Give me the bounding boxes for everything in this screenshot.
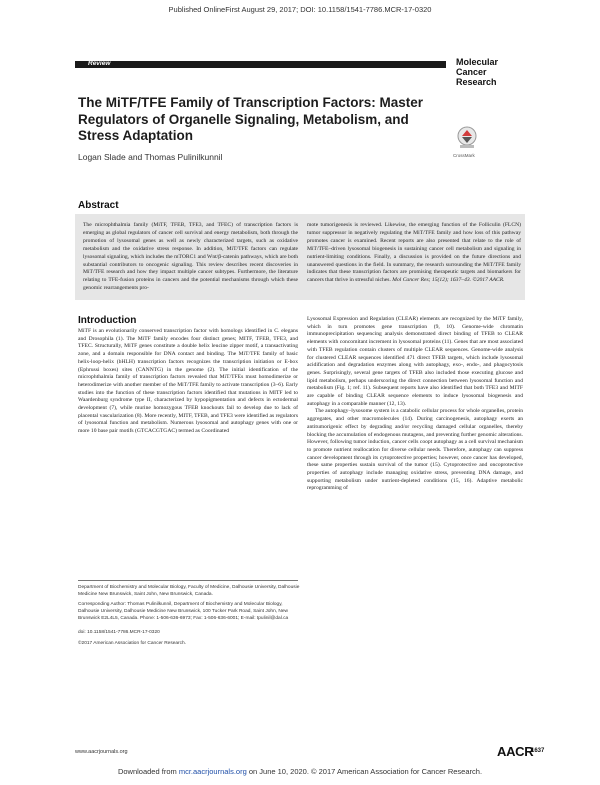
article-authors: Logan Slade and Thomas Pulinilkunnil: [78, 152, 223, 162]
abstract-citation: Mol Cancer Res; 15(12); 1637–43. ©2017 AACR.: [392, 277, 505, 284]
footnote-affiliation: Department of Biochemistry and Molecular Biology, Faculty of Medicine, Dalhousie University, Dalhousie Medicine New Brunswick, Saint John, New Brunswick, Canada.: [78, 585, 300, 597]
abstract-heading: Abstract: [78, 200, 119, 211]
journal-name-line-2: Cancer: [456, 67, 487, 77]
download-link[interactable]: mcr.aacrjournals.org: [178, 767, 247, 776]
footnote-doi[interactable]: doi: 10.1158/1541-7786.MCR-17-0320: [78, 630, 160, 635]
footnote-rule: [78, 580, 298, 581]
download-notice: [0, 767, 600, 776]
journal-name-line-3: Research: [456, 77, 497, 87]
article-title: The MiTF/TFE Family of Transcription Factors: Master Regulators of Organelle Signaling, Metabolism, and Stress Adaptation: [78, 95, 424, 143]
section-bar: [75, 61, 446, 68]
footnote-copyright: ©2017 American Association for Cancer Research.: [78, 641, 187, 646]
download-prefix: Downloaded from: [117, 767, 179, 776]
crossmark-label: CrossMark: [453, 153, 475, 158]
introduction-heading: Introduction: [78, 315, 137, 326]
abstract-column-2: [307, 222, 521, 285]
journal-name-line-1: Molecular: [456, 57, 499, 67]
download-suffix: on June 10, 2020. © 2017 American Association for Cancer Research.: [246, 767, 483, 776]
journal-name: [456, 57, 546, 87]
journal-url[interactable]: www.aacrjournals.org: [75, 749, 128, 755]
abstract-column-2-text: mote tumorigenesis is reviewed. Likewise, the emerging function of the Folliculin (FLCN) tumor suppressor in negatively regulating the MiT/TFE family and how loss of this pathway promotes cancer is examined. Recent reports are also presented that relate to the role of MiT/TFE–driven lysosomal biogenesis in sustaining cancer cell metabolism and signaling in nutrient-limiting conditions. Finally, a discussion is provided on the future directions and unanswered questions in the field. In summary, the research surrounding the MiT/TFE family indicates that these transcription factors are promising therapeutic targets and biomarkers for cancers that thrive in stressful niches.: [307, 222, 521, 284]
introduction-column-2: [307, 316, 523, 493]
page-number: 1637: [531, 748, 545, 754]
crossmark-icon[interactable]: [456, 126, 478, 150]
footnote-corresponding-author: Corresponding Author: Thomas Pulinilkunnil, Department of Biochemistry and Molecular Biology, Dalhousie University, Dalhousie Medicine New Brunswick, 100 Tucker Park Road, Saint John, New Brunswick E2L4L5, Canada. Phone: 1-506-636-6973; Fax: 1-506-636-6001; E-mail: tpulinil@dal.ca: [78, 602, 289, 621]
abstract-column-1: The microphthalmia family (MiTF, TFEB, TFE3, and TFEC) of transcription factors is emerging as global regulators of cancer cell survival and energy metabolism, both through the promotion of lysosomal genes as well as newly characterized targets, such as oxidative metabolism and the oxidative stress response. In addition, MiT/TFE factors can regulate lysosomal signaling, which includes the mTORC1 and Wnt/β-catenin pathways, which are both substantial contributors to oncogenic signaling. This review describes recent discoveries in MiT/TFE research and how they impact multiple cancer subtypes. Furthermore, the literature relating to TFE-fusion proteins in cancers and the potential mechanisms through which these genomic rearrangements pro-: [83, 222, 298, 292]
section-label: Review: [88, 60, 111, 67]
introduction-paragraph-2b: The autophagy–lysosome system is a catabolic cellular process for whole organelles, protein aggregates, and other macromolecules (14). During carcinogenesis, autophagy exerts an antitumorigenic effect by degrading and/or recycling damaged cellular organelles, thereby blocking the accumulation of endogenous mutagens, and preventing further genomic alterations. However, following tumor induction, cancer cells coopt autophagy as a cell survival mechanism to promote nutrient reallocation for diverse cellular needs. Therefore, autophagy can suppress cancer development through its cytoprotective properties; however, once cancer has developed, these same properties sustain survival of the tumor (15). Cytoprotective and oncoprotective properties of autophagy include managing oxidative stress, preventing DNA damage, and supporting metabolism under nutrient-depleted conditions (15, 16). Adaptive metabolic reprogramming of: [307, 408, 523, 492]
introduction-paragraph-2a: Lysosomal Expression and Regulation (CLEAR) elements are recognized by the MiTF family, which in turn promotes gene transcription (9, 10). Genome-wide chromatin immunoprecipitation sequencing analysis demonstrated direct binding of TFEB to CLEAR elements with concomitant increment in lysosomal proteins (11). Genes that are most associated with TFEB regulation contain clusters of multiple CLEAR sequences. Genome-wide analysis for clustered CLEAR sequences identified 471 direct TFEB targets, which include lysosomal acidification and degradation enzymes along with autophagy, exo-, endo-, and phagocytosis genes. Surprisingly, several gene targets of TFEB also included those executing glucose and lipid metabolism, perhaps underscoring the direct connection between lysosomal function and metabolism (Fig. 1; ref. 11). Subsequent reports have also identified that both TFE3 and MITF are capable of binding CLEAR sequence elements to induce lysosomal biogenesis and autophagy in a comparable manner (12, 13).: [307, 316, 523, 407]
aacr-logo: AACR: [497, 744, 534, 759]
introduction-column-1: MiTF is an evolutionarily conserved transcription factor with homologs identified in C. elegans and Drosophila (1). The MiTF family encodes four distinct genes; MITF, TFEB, TFE3, and TFEC. Structurally, MiTF genes constitute a double helix leucine zipper motif, a transactivating zone, and a domain responsible for DNA contact and binding. The MiT/TFE family of basic helix-loop-helix (bHLH) transcription factors recognizes the transcription initiation or E-box (Ephrussi boxes) sites (CANNTG) in the genome (2). The initial identification of the microphthalmia family of transcription factors revealed that MiT/TFEs must homodimerize or heterodimerize with another member of the MiT/TFE family to activate transcription (3–6). Early studies into the function of these transcription factors identified that mutations in MITF led to Waardenburg syndrome type II, characterized by hypopigmentation and defects in ectodermal development (7), while murine homozygous TFEB knockouts fail to develop due to lack of placental vascularization (8). More recently, MITF, TFEB, and TFE3 were identified as regulators of lysosomal function and metabolism. Numerous lysosomal and autophagy genes with one or more 10 base pair motifs (GTCACGTGAC) termed as Coordinated: [78, 328, 298, 435]
published-online-line: Published OnlineFirst August 29, 2017; DOI: 10.1158/1541-7786.MCR-17-0320: [168, 5, 432, 14]
